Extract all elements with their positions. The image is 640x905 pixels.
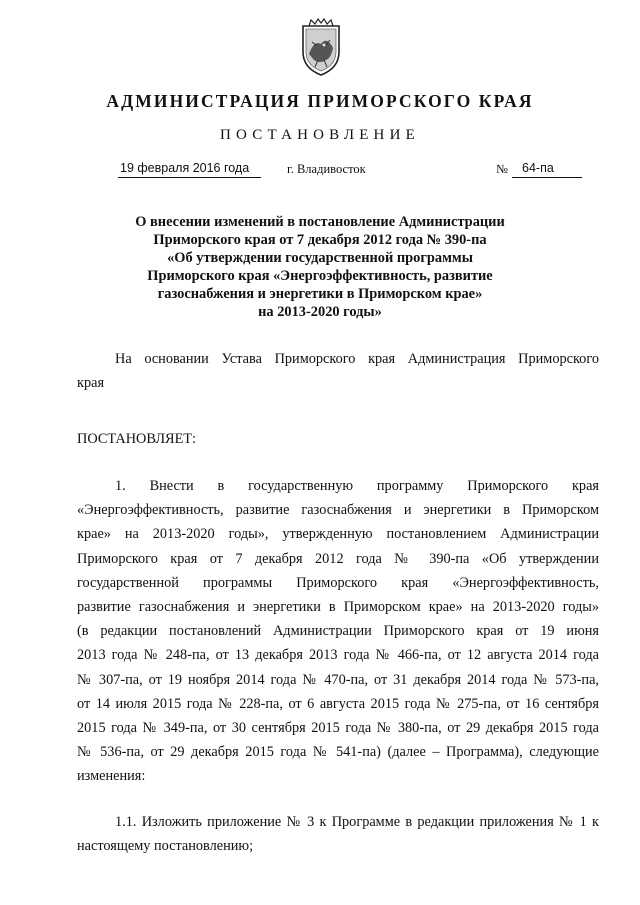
paragraph-line: от 14 июля 2015 года № 228-па, от 6 августа 2015 года № 275-па, от 16 сентября: [77, 695, 599, 712]
paragraph-line: изменения:: [77, 768, 146, 785]
document-city: г. Владивосток: [287, 162, 366, 176]
paragraph-1-1: [77, 810, 599, 858]
paragraph-line: № 536-па, от 29 декабря 2015 года № 541-па) (далее – Программа), следующие: [77, 744, 599, 761]
organization-title: АДМИНИСТРАЦИЯ ПРИМОРСКОГО КРАЯ: [106, 91, 534, 111]
paragraph-line: крае» на 2013-2020 годы», утвержденную постановлением Администрации: [77, 526, 599, 543]
heading-line: Приморского края от 7 декабря 2012 года № 390-па: [153, 232, 487, 248]
document-number: 64-па: [522, 161, 554, 175]
paragraph-line: настоящему постановлению;: [77, 838, 254, 855]
heading-line: О внесении изменений в постановление Администрации: [135, 214, 505, 230]
paragraph-line: № 307-па, от 19 ноября 2014 года № 470-па, от 31 декабря 2014 года № 573-па,: [77, 671, 599, 688]
paragraph-line: (в редакции постановлений Администрации Приморского края от 19 июня: [77, 623, 599, 640]
paragraph-line: 2013 года № 248-па, от 13 декабря 2013 года № 466-па, от 12 августа 2014 года: [77, 647, 599, 664]
document-date: 19 февраля 2016 года: [120, 161, 250, 175]
heading-line: газоснабжения и энергетики в Приморском крае»: [157, 286, 483, 302]
heading-line: «Об утверждении государственной программы: [167, 250, 473, 266]
paragraph-line: Приморского края от 7 декабря 2012 года № 390-па «Об утверждении: [77, 550, 599, 567]
document-heading: [100, 213, 540, 321]
paragraph-line: «Энергоэффективность, развитие газоснабжения и энергетики в Приморском: [77, 502, 599, 519]
basis-paragraph: [77, 347, 599, 395]
paragraph-line: 1. Внести в государственную программу Приморского края: [115, 478, 599, 494]
paragraph-1: [77, 474, 599, 789]
heading-line: на 2013-2020 годы»: [258, 304, 382, 320]
paragraph-line: 2015 года № 349-па, от 30 сентября 2015 года № 380-па, от 29 декабря 2015 года: [77, 720, 599, 737]
paragraph-line: края: [77, 375, 105, 392]
paragraph-line: ПОСТАНОВЛЯЕТ:: [77, 431, 197, 447]
document-number-field: [512, 160, 582, 178]
paragraph-line: 1.1. Изложить приложение № 3 к Программе в редакции приложения № 1 к: [115, 814, 599, 830]
coat-of-arms-icon: [296, 18, 346, 78]
decree-word: [77, 427, 599, 451]
paragraph-line: развитие газоснабжения и энергетики в Приморском крае» на 2013-2020 годы»: [77, 599, 599, 616]
document-number-label: №: [496, 162, 508, 176]
paragraph-line: На основании Устава Приморского края Администрация Приморского: [115, 351, 599, 367]
paragraph-line: государственной программы Приморского края «Энергоэффективность,: [77, 574, 599, 591]
document-date-field: [118, 160, 261, 178]
heading-line: Приморского края «Энергоэффективность, развитие: [147, 268, 493, 284]
document-meta-row: [0, 160, 640, 184]
document-type: ПОСТАНОВЛЕНИЕ: [220, 127, 420, 143]
